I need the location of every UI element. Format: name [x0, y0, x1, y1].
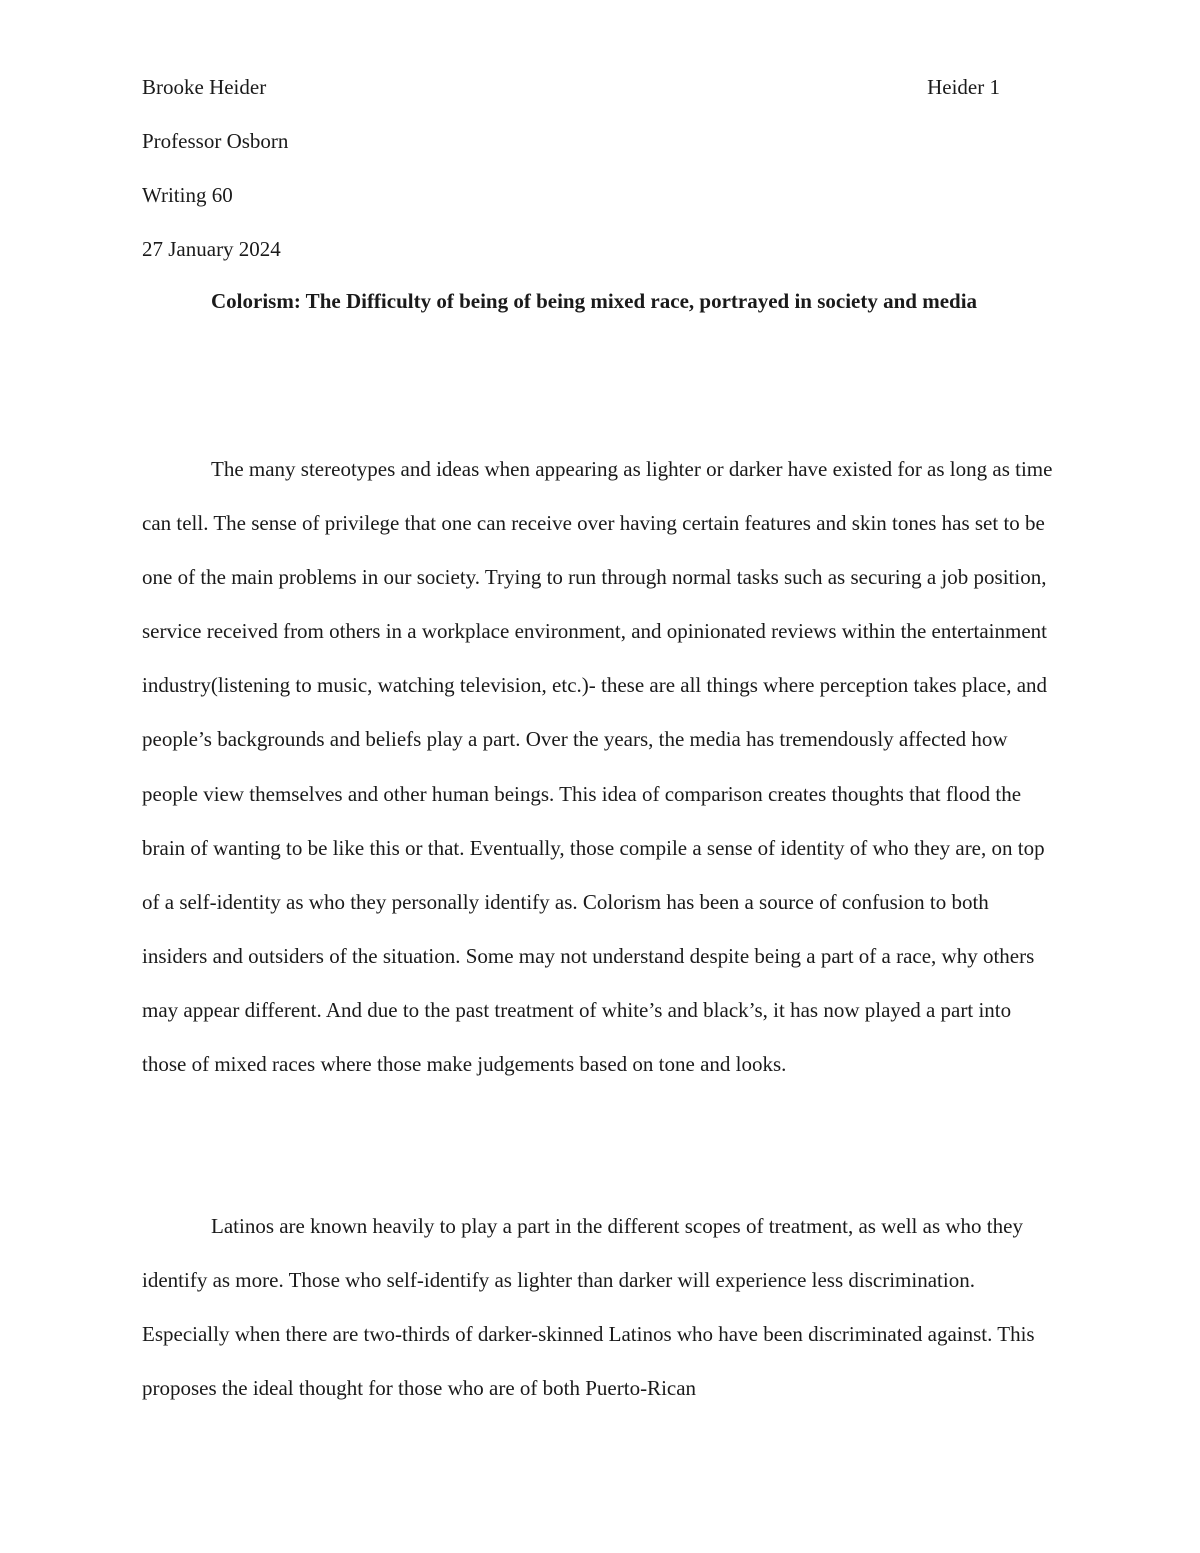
course-name: Writing 60: [142, 183, 233, 207]
body-paragraph-1: The many stereotypes and ideas when appearing as lighter or darker have existed for as long as time can tell. The sense of privilege that one can receive over having certain features and skin tones has set to be one of the main problems in our society. Trying to run through normal tasks such as securing a job position, service received from others in a workplace environment, and opinionated reviews within the entertainment industry(listening to music, watching television, etc.)- these are all things where perception takes place, and people’s backgrounds and beliefs play a part. Over the years, the media has tremendously affected how people view themselves and other human beings. This idea of comparison creates thoughts that flood the brain of wanting to be like this or that. Eventually, those compile a sense of identity of who they are, on top of a self-identity as who they personally identify as. Colorism has been a source of confusion to both insiders and outsiders of the situation. Some may not understand despite being a part of a race, why others may appear different. And due to the past treatment of white’s and black’s, it has now played a part into those of mixed races where those make judgements based on tone and looks.: [142, 457, 1053, 1077]
date-line: 27 January 2024: [142, 237, 281, 261]
instructor-name: Professor Osborn: [142, 129, 289, 153]
paper-title: Colorism: The Difficulty of being of being mixed race, portrayed in society and media: [211, 289, 978, 313]
author-name: Brooke Heider: [142, 75, 267, 99]
running-head-page-number: Heider 1: [927, 75, 1000, 99]
body-paragraph-2: Latinos are known heavily to play a part in the different scopes of treatment, as well as who they identify as more. Those who self-identify as lighter than darker will experience less discrimination. Especially when there are two-thirds of darker-skinned Latinos who have been discriminated against. This proposes the ideal thought for those who are of both Puerto-Rican: [142, 1214, 1035, 1401]
